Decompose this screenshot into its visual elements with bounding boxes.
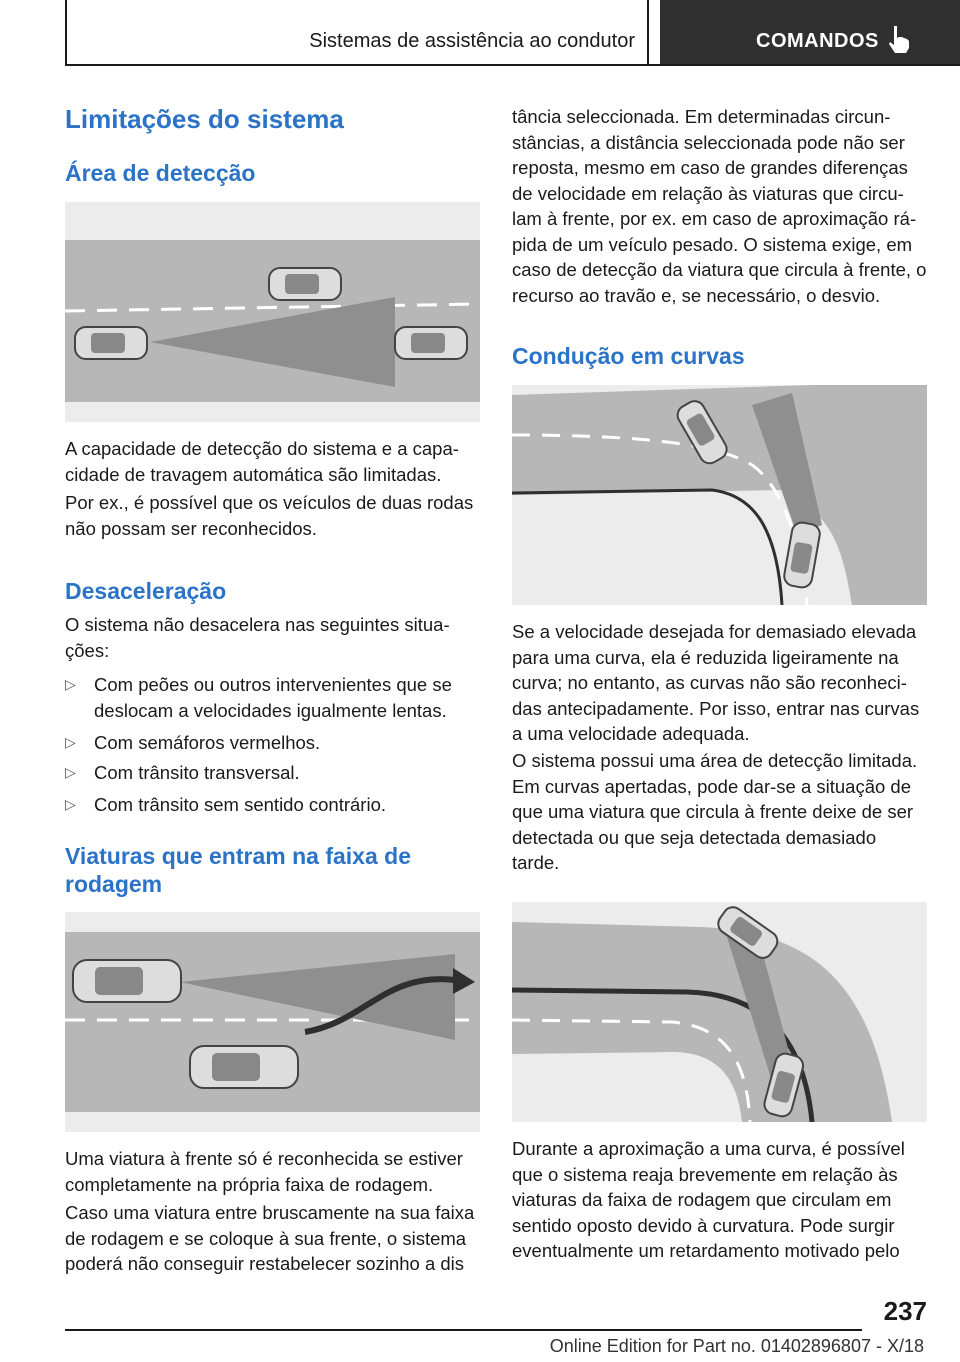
triangle-bullet-icon: ▷ [65,676,76,692]
heading-deceleration: Desaceleração [65,578,227,604]
figure-curve-speed [512,385,927,605]
paragraph-cut-in: Caso uma viatura entre bruscamente na sua faixa de rodagem e se coloque à sua frente, o sistema poderá não conseguir restabelecer sozinho a dis [65,1202,475,1274]
figure-vehicle-cut-in [65,912,480,1132]
triangle-bullet-icon: ▷ [65,734,76,750]
heading-limitations: Limitações do sistema [65,104,344,134]
list-item: ▷ Com semáforos vermelhos. [65,730,480,756]
paragraph-no-deceleration: O sistema não desacelera nas seguintes situações: [65,614,450,661]
page-number: 237 [883,1296,927,1326]
list-item: ▷ Com trânsito sem sentido contrário. [65,792,480,818]
pointing-hand-icon [886,24,912,54]
paragraph-curve-speed: Se a velocidade desejada for demasiado elevada para uma curva, ela é reduzida ligeiramente na curva; no entanto, as curvas não são reconhecidas antecipadamente. Por isso, entrar nas curvas a uma velocidade adequada. [512,621,920,744]
list-item: ▷ Com peões ou outros intervenientes que se deslocam a velocidades igualmente lentas. [65,674,452,721]
paragraph-two-wheelers: Por ex., é possível que os veículos de duas rodas não possam ser reconhecidos. [65,492,474,539]
header-section-title: Sistemas de assistência ao condutor [309,30,635,52]
paragraph-distance-continued: tância seleccionada. Em determinadas circunstâncias, a distância seleccionada pode não ser reposta, mesmo em caso de grandes diferenças de velocidade em relação às viaturas que circulam à frente, por ex. em caso de aproximação rápida de um veículo pesado. O sistema exige, em caso de detecção da viatura que circula à frente, o recurso ao travão e, se necessário, o desvio. [512,106,927,306]
paragraph-limited-area: O sistema possui uma área de detecção limitada. Em curvas apertadas, pode dar-se a situação de que uma viatura que circula à frente deixe de ser detectada ou que seja detectada demasiado tarde. [512,750,918,873]
header-rule [65,64,960,66]
figure-curve-oncoming [512,902,927,1122]
triangle-bullet-icon: ▷ [65,796,76,812]
header-chapter-tab[interactable] [660,0,960,64]
heading-detection-area: Área de detecção [65,160,256,186]
paragraph-recognition-lane: Uma viatura à frente só é reconhecida se estiver completamente na própria faixa de rodagem. [65,1148,463,1195]
header-section-box [65,0,649,64]
chapter-tab-label: COMANDOS [756,30,879,52]
paragraph-detection-capacity: A capacidade de detecção do sistema e a capacidade de travagem automática são limitadas. [65,438,459,485]
triangle-bullet-icon: ▷ [65,764,76,780]
list-item: ▷ Com trânsito transversal. [65,760,480,786]
figure-detection-area [65,202,480,422]
paragraph-curve-approach: Durante a aproximação a uma curva, é possível que o sistema reaja brevemente em relação às viaturas da faixa de rodagem que circulam em sentido oposto devido à curvatura. Pode surgir eventualmente um retardamento motivado pelo [512,1138,905,1261]
heading-vehicles-entering: Viaturas que entram na faixa de rodagem [65,843,411,897]
footer-edition: Online Edition for Part no. 01402896807 - X/18 [549,1336,924,1356]
footer-rule [65,1329,862,1331]
heading-curve-driving: Condução em curvas [512,343,745,369]
